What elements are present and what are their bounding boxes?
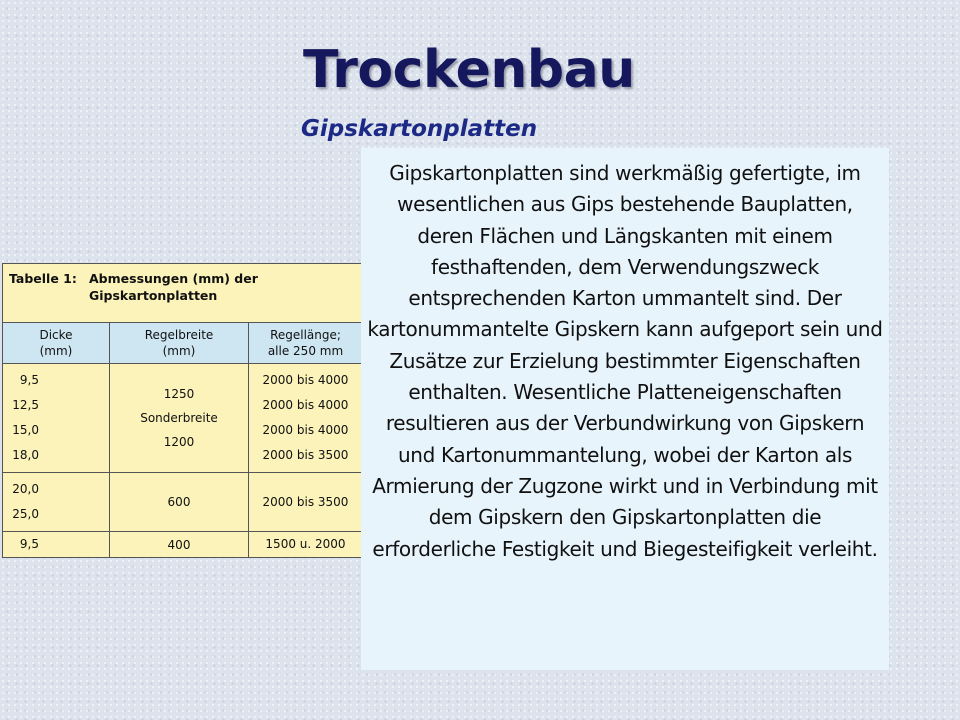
table-caption: [3, 264, 363, 323]
table-row: [3, 532, 363, 558]
table-cell-value: 9,5: [19, 373, 39, 387]
table-cell-value: 9,5: [19, 537, 39, 551]
cell-dicke-group-1: [3, 364, 110, 473]
cell-regelbreite-group-3: [110, 532, 249, 558]
table-header-row: [3, 323, 363, 364]
slide-subtitle: Gipskartonplatten: [301, 116, 538, 142]
table-cell-value: 2000 bis 3500: [262, 448, 349, 462]
cell-regelbreite-group-2: [110, 473, 249, 532]
cell-regelbreite-group-1: [110, 364, 249, 473]
table-cell-value: 1500 u. 2000: [265, 537, 346, 551]
dimensions-table-panel: [2, 263, 363, 552]
dicke-list-3: [3, 532, 109, 557]
column-header-line: Dicke: [39, 328, 73, 342]
table-cell-value: 1250: [163, 387, 195, 401]
column-header-line: alle 250 mm: [267, 344, 344, 358]
slide-title: Trockenbau: [303, 40, 635, 100]
table-caption-text: Abmessungen (mm) der Gipskartonplatten: [89, 271, 258, 303]
regelbreite-list-2: [110, 486, 248, 518]
column-header-regellaenge: [249, 323, 363, 364]
column-header-line: Regellänge;: [270, 328, 341, 342]
table-cell-value: 2000 bis 4000: [262, 398, 349, 412]
cell-regellaenge-group-1: [249, 364, 363, 473]
cell-dicke-group-3: [3, 532, 110, 558]
table-row: [3, 364, 363, 473]
regelbreite-list-1: [110, 378, 248, 458]
column-header-line: Regelbreite: [144, 328, 214, 342]
dimensions-table: [2, 263, 363, 558]
column-header-regelbreite: [110, 323, 249, 364]
column-header-dicke: [3, 323, 110, 364]
description-text: Gipskartonplatten sind werkmäßig gefertigte, im wesentlichen aus Gips bestehende Bauplatten, deren Flächen und Längskanten mit einem festhaftenden, dem Verwendungszweck entsprechenden Karton ummantelt sind. Der kartonummantelte Gipskern kann aufgeport sein und Zusätze zur Erzielung bestimmter Eigenschaften enthalten. Wesentliche Platteneigenschaften resultieren aus der Verbundwirkung von Gipskern und Kartonummantelung, wobei der Karton als Armierung der Zugzone wirkt und in Verbindung mit dem Gipskern den Gipskartonplatten die erforderliche Festigkeit und Biegesteifigkeit verleiht.: [367, 161, 883, 561]
table-cell-value: Sonderbreite: [140, 411, 218, 425]
table-cell-value: 2000 bis 3500: [262, 494, 349, 509]
dicke-list-2: [3, 473, 109, 531]
table-cell-value: 600: [167, 495, 191, 509]
table-cell-value: 12,5: [12, 398, 39, 412]
regellaenge-list-2: [249, 486, 362, 519]
table-cell-value: 2000 bis 4000: [262, 373, 349, 387]
table-caption-label: Tabelle 1:: [9, 271, 77, 286]
table-cell-value: 18,0: [12, 448, 39, 462]
table-cell-value: 1200: [163, 435, 195, 449]
table-cell-value: 20,0: [12, 482, 39, 496]
regelbreite-list-3: [110, 533, 248, 557]
dicke-list-1: [3, 364, 109, 472]
regellaenge-list-1: [249, 364, 362, 472]
column-header-line: (mm): [162, 344, 196, 358]
table-cell-value: 2000 bis 4000: [262, 423, 349, 437]
table-caption-row: [3, 264, 363, 323]
table-cell-value: 15,0: [12, 423, 39, 437]
table-cell-value: 25,0: [12, 507, 39, 521]
cell-regellaenge-group-2: [249, 473, 363, 532]
table-cell-value: 400: [167, 537, 191, 552]
cell-dicke-group-2: [3, 473, 110, 532]
description-panel: [361, 148, 889, 670]
regellaenge-list-3: [249, 532, 362, 557]
cell-regellaenge-group-3: [249, 532, 363, 558]
table-row: [3, 473, 363, 532]
column-header-line: (mm): [39, 344, 73, 358]
